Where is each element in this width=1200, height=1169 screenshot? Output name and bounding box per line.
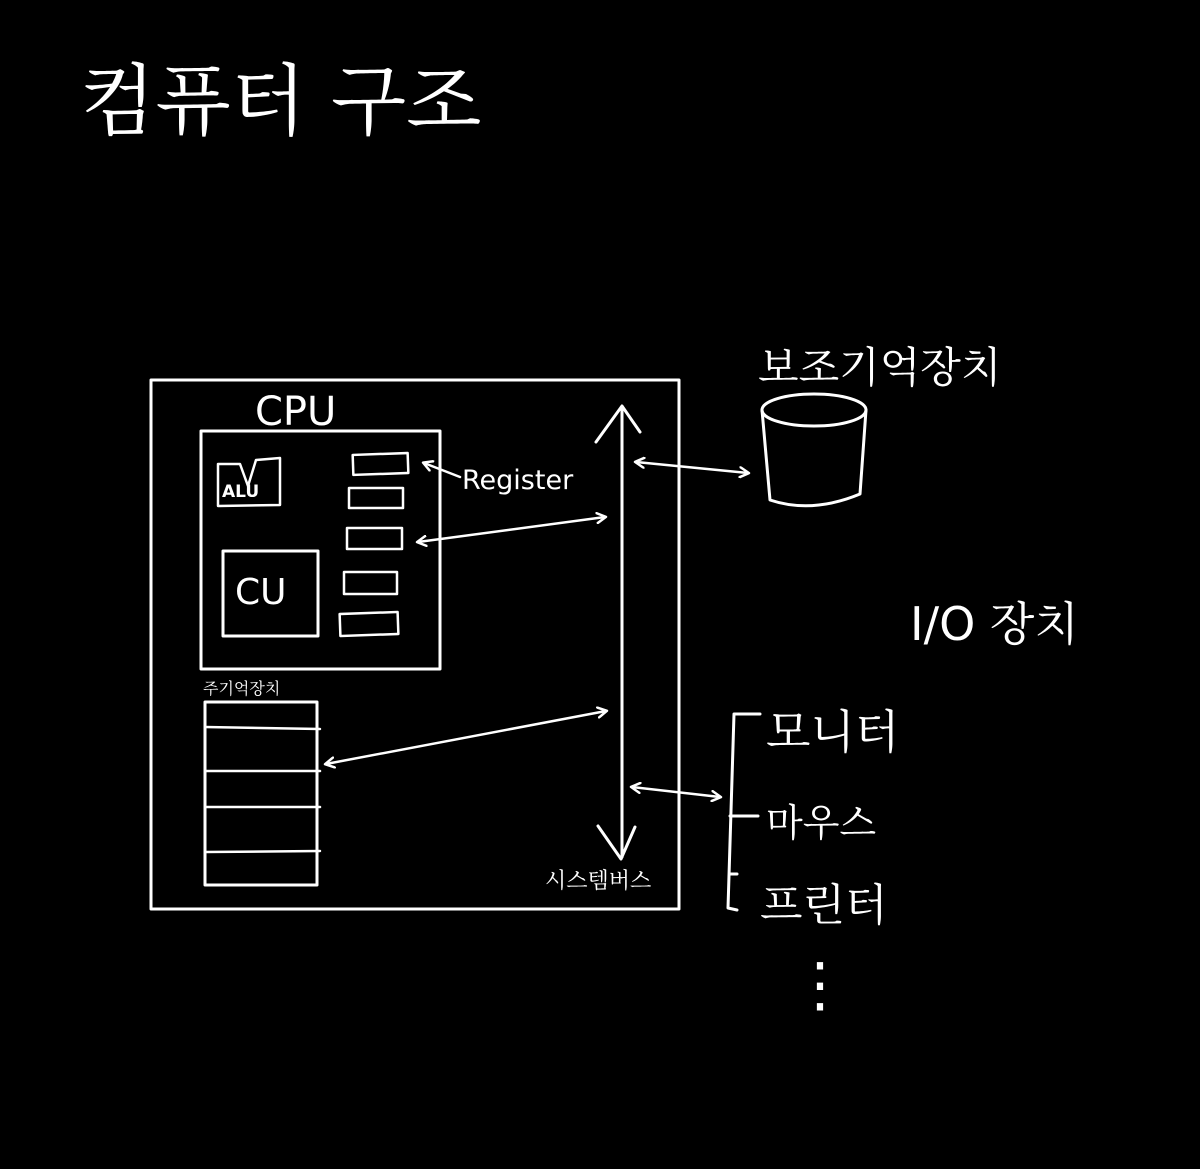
storage-cylinder	[762, 394, 866, 506]
cpu-bus-arrow	[418, 517, 605, 542]
bus-storage-arrow	[636, 462, 748, 473]
auxiliary-storage-label: 보조기억장치	[758, 343, 1002, 392]
register-label: Register	[462, 465, 574, 496]
bus-io-arrow	[632, 787, 720, 797]
memory-bus-arrow	[326, 711, 606, 764]
register-cell	[344, 572, 397, 594]
cu-label: CU	[235, 572, 287, 613]
io-more-ellipsis: ⋮	[790, 950, 850, 1020]
io-label: I/O 장치	[910, 597, 1079, 651]
main-memory-block	[205, 702, 320, 885]
register-stack	[340, 453, 409, 636]
cpu-label: CPU	[255, 389, 337, 435]
register-pointer-arrow	[424, 463, 460, 477]
io-device-monitor: 모니터	[766, 705, 900, 759]
register-cell	[353, 453, 409, 475]
alu-unit	[218, 458, 280, 506]
bus-arrowhead-top	[596, 406, 640, 442]
page-title: 컴퓨터 구조	[80, 57, 482, 147]
io-bracket	[728, 714, 760, 910]
register-cell	[347, 528, 402, 549]
io-device-mouse: 마우스	[766, 801, 877, 845]
alu-label: ALU	[222, 482, 260, 502]
register-cell	[340, 612, 399, 636]
register-cell	[349, 488, 403, 508]
system-bus-label: 시스템버스	[545, 869, 652, 894]
bus-arrowhead-bottom	[598, 826, 635, 859]
main-memory-label: 주기억장치	[203, 679, 281, 698]
io-device-printer: 프린터	[760, 880, 888, 931]
